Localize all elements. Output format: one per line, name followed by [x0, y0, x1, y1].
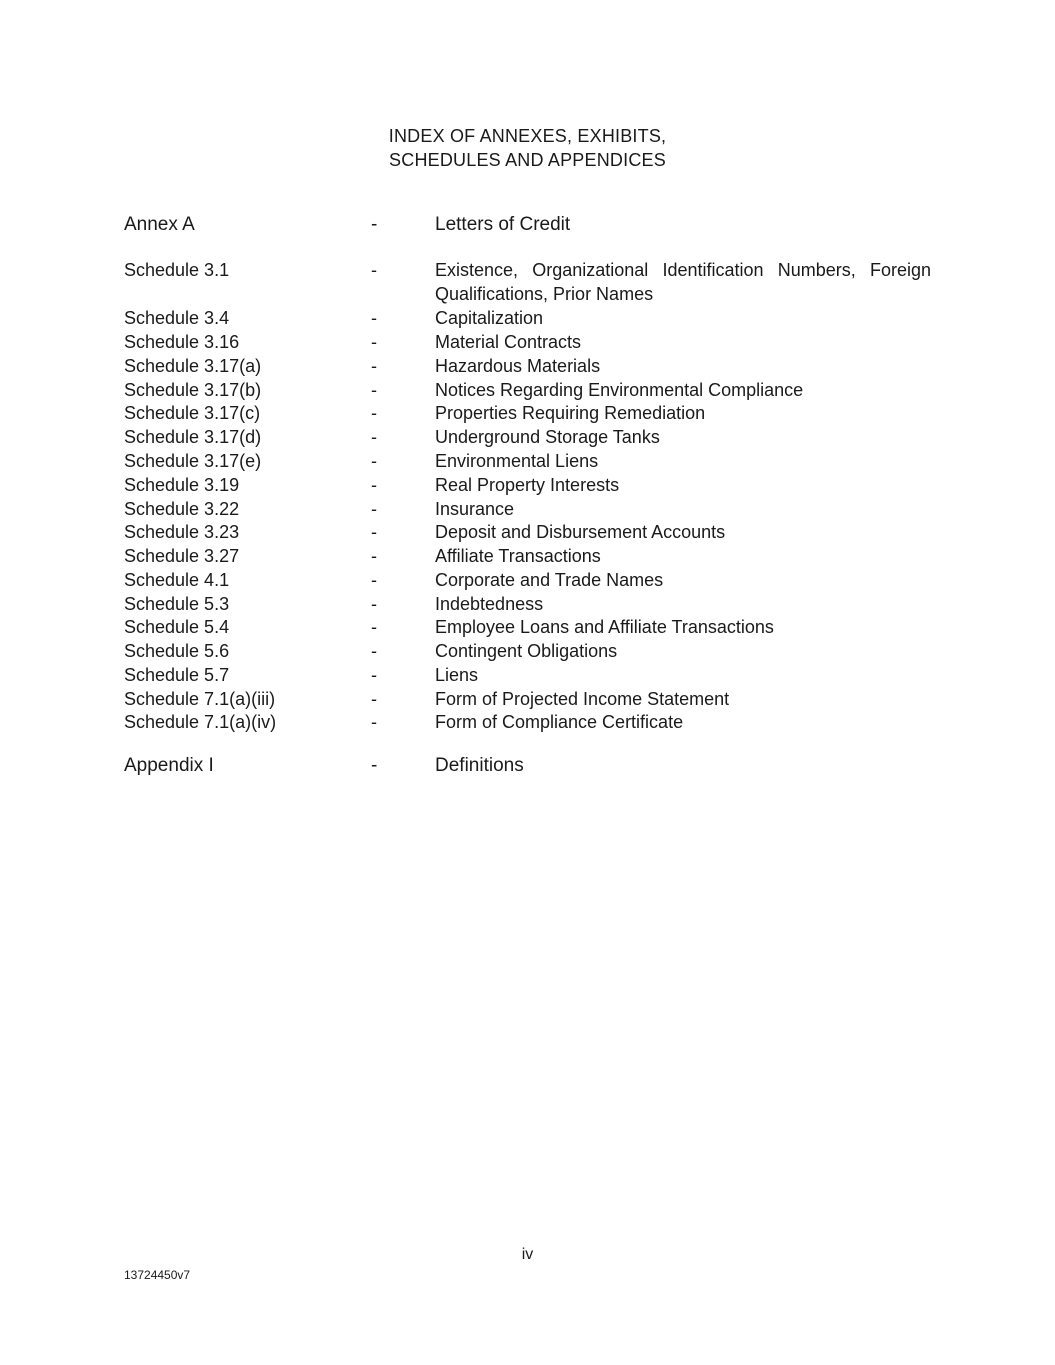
appendix-description: Definitions — [435, 755, 524, 776]
schedule-description: Properties Requiring Remediation — [435, 403, 706, 423]
schedule-description: Insurance — [435, 499, 515, 519]
entry-dash: - — [371, 260, 377, 280]
entry-dash: - — [371, 380, 377, 400]
entry-dash: - — [371, 712, 377, 732]
entry-dash: - — [371, 451, 377, 471]
schedule-ref: Schedule 3.23 — [124, 522, 240, 542]
entry-dash: - — [371, 499, 377, 519]
entry-dash: - — [371, 475, 377, 495]
schedule-ref: Schedule 3.17(e) — [124, 451, 262, 471]
schedule-ref: Schedule 5.6 — [124, 641, 230, 661]
schedule-description: Material Contracts — [435, 332, 582, 352]
schedule-ref: Schedule 4.1 — [124, 570, 230, 590]
entry-dash: - — [371, 665, 377, 685]
entry-dash: - — [371, 214, 378, 235]
schedule-ref: Schedule 3.17(a) — [124, 356, 262, 376]
schedule-description: Deposit and Disbursement Accounts — [435, 522, 726, 542]
title-line-2: SCHEDULES AND APPENDICES — [389, 150, 666, 170]
entry-dash: - — [371, 689, 377, 709]
schedule-ref: Schedule 5.3 — [124, 594, 230, 614]
entry-dash: - — [371, 522, 377, 542]
entry-dash: - — [371, 617, 377, 637]
schedule-description: Existence, Organizational Identification Numbers, Foreign Qualifications, Prior Names — [435, 260, 931, 304]
schedule-description: Real Property Interests — [435, 475, 620, 495]
schedule-ref: Schedule 5.7 — [124, 665, 230, 685]
document-id: 13724450v7 — [124, 1268, 191, 1282]
annex-description: Letters of Credit — [435, 214, 571, 235]
entry-dash: - — [371, 332, 377, 352]
schedule-description: Underground Storage Tanks — [435, 427, 660, 447]
schedule-description: Environmental Liens — [435, 451, 599, 471]
schedule-description: Notices Regarding Environmental Compliance — [435, 380, 804, 400]
schedule-description: Form of Compliance Certificate — [435, 712, 684, 732]
schedule-ref: Schedule 7.1(a)(iv) — [124, 712, 277, 732]
entry-dash: - — [371, 594, 377, 614]
schedule-description: Affiliate Transactions — [435, 546, 601, 566]
schedule-description: Form of Projected Income Statement — [435, 689, 730, 709]
schedule-description: Hazardous Materials — [435, 356, 601, 376]
schedule-ref: Schedule 3.19 — [124, 475, 240, 495]
appendix-ref: Appendix I — [124, 755, 214, 776]
schedule-ref: Schedule 3.27 — [124, 546, 240, 566]
schedule-ref: Schedule 3.4 — [124, 308, 230, 328]
annex-ref: Annex A — [124, 214, 195, 235]
schedule-description: Capitalization — [435, 308, 544, 328]
schedule-ref: Schedule 7.1(a)(iii) — [124, 689, 276, 709]
schedule-ref: Schedule 5.4 — [124, 617, 230, 637]
schedule-ref: Schedule 3.17(b) — [124, 380, 262, 400]
entry-dash: - — [371, 427, 377, 447]
page-number: iv — [521, 1246, 534, 1263]
entry-dash: - — [371, 308, 377, 328]
schedule-ref: Schedule 3.1 — [124, 260, 230, 280]
schedule-ref: Schedule 3.17(c) — [124, 403, 261, 423]
entry-dash: - — [371, 755, 378, 776]
schedule-ref: Schedule 3.17(d) — [124, 427, 262, 447]
schedule-description: Liens — [435, 665, 479, 685]
schedule-ref: Schedule 3.22 — [124, 499, 240, 519]
schedule-description: Employee Loans and Affiliate Transactions — [435, 617, 774, 637]
entry-dash: - — [371, 356, 377, 376]
index-title — [0, 124, 1055, 172]
entry-dash: - — [371, 403, 377, 423]
schedule-ref: Schedule 3.16 — [124, 332, 240, 352]
schedule-description: Contingent Obligations — [435, 641, 618, 661]
entry-dash: - — [371, 570, 377, 590]
entry-dash: - — [371, 546, 377, 566]
schedule-description: Corporate and Trade Names — [435, 570, 664, 590]
title-line-1: INDEX OF ANNEXES, EXHIBITS, — [388, 126, 667, 146]
entry-dash: - — [371, 641, 377, 661]
schedule-description: Indebtedness — [435, 594, 544, 614]
